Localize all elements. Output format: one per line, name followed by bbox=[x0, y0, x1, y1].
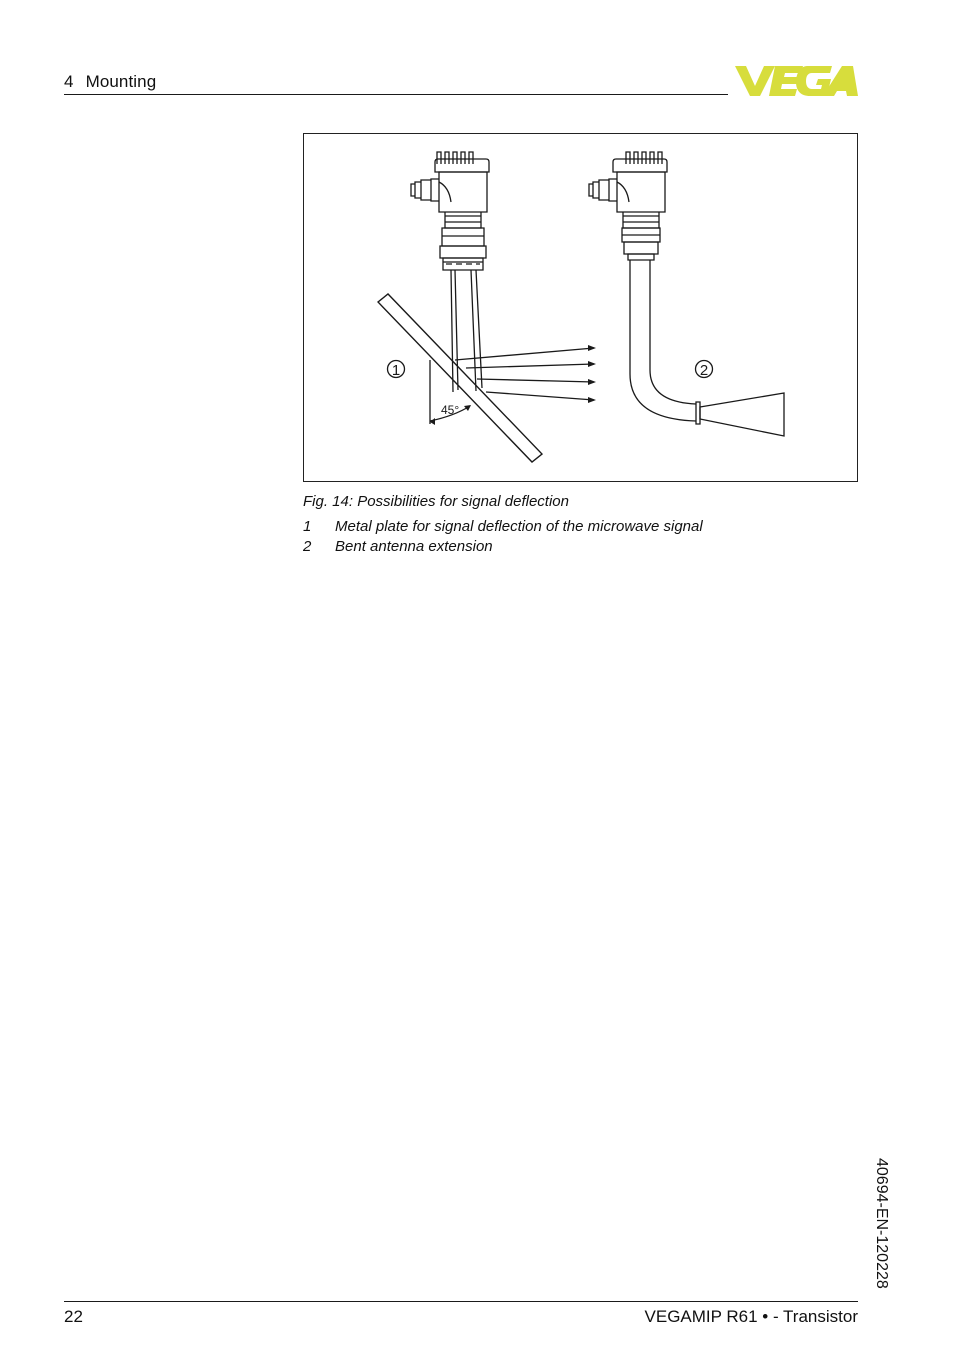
chapter-heading bbox=[64, 72, 156, 92]
legend-number: 2 bbox=[303, 538, 312, 555]
page-number: 22 bbox=[64, 1307, 83, 1326]
figure-label-2: 2 bbox=[699, 362, 709, 379]
chapter-title: Mounting bbox=[85, 72, 157, 91]
header-rule bbox=[64, 94, 728, 95]
chapter-number: 4 bbox=[64, 72, 74, 91]
sensor-housing-1 bbox=[411, 152, 489, 392]
signal-deflection-diagram bbox=[304, 134, 857, 481]
angle-label: 45° bbox=[441, 403, 460, 417]
legend-text: Bent antenna extension bbox=[335, 538, 493, 555]
vega-logo bbox=[735, 64, 858, 98]
document-title: VEGAMIP R61 • - Transistor bbox=[644, 1307, 858, 1326]
figure-caption: Fig. 14: Possibilities for signal deflection bbox=[303, 493, 569, 510]
legend-number: 1 bbox=[303, 518, 312, 535]
footer-rule bbox=[64, 1301, 858, 1302]
figure-label-1: 1 bbox=[391, 362, 401, 379]
figure-frame bbox=[303, 133, 858, 482]
sensor-housing-2 bbox=[589, 152, 784, 436]
document-code: 40694-EN-120228 bbox=[873, 1158, 890, 1289]
deflector-plate bbox=[378, 294, 542, 462]
legend-text: Metal plate for signal deflection of the microwave signal bbox=[335, 518, 703, 535]
